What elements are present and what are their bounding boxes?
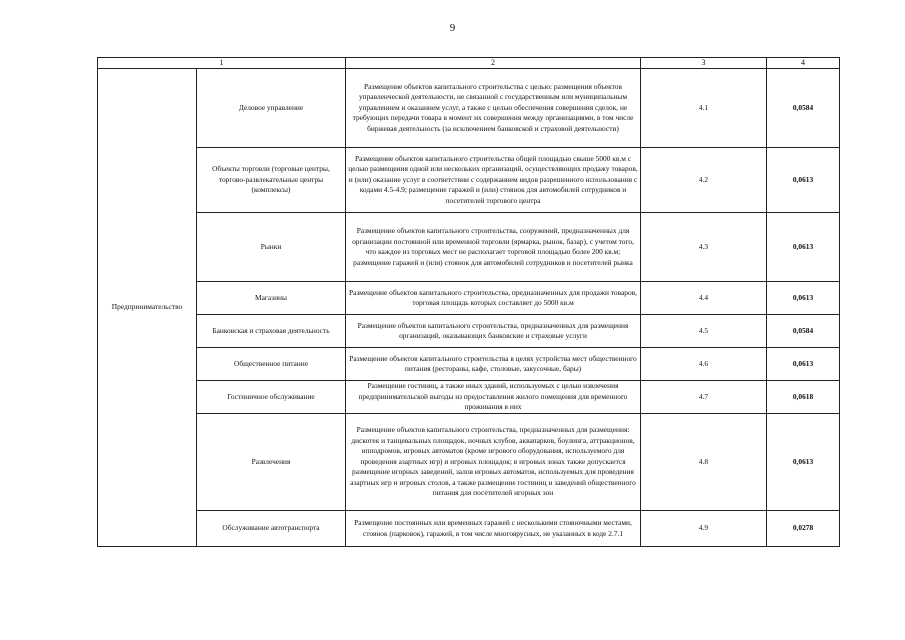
table-row [98, 511, 840, 547]
use-code-cell: 4.6 [641, 348, 767, 381]
use-kind-cell: Рынки [197, 213, 346, 282]
coefficient-cell: 0,0613 [767, 348, 840, 381]
coefficient-cell: 0,0584 [767, 69, 840, 148]
use-code-cell: 4.2 [641, 148, 767, 213]
column-header-2: 2 [346, 58, 641, 69]
coefficient-cell: 0,0278 [767, 511, 840, 547]
column-header-1: 1 [98, 58, 346, 69]
use-kind-cell: Обслуживание автотранспорта [197, 511, 346, 547]
table-row [98, 213, 840, 282]
use-kind-cell: Магазины [197, 282, 346, 315]
use-kind-cell: Общественное питание [197, 348, 346, 381]
coefficient-cell: 0,0613 [767, 213, 840, 282]
column-header-4: 4 [767, 58, 840, 69]
use-description-cell: Размещение объектов капитального строительства, предназначенных для размещения: дискотек и танцевальных площадок, ночных клубов, аквапарков, боулинга, аттракционов, ипподромов, игровых автоматов (кроме игрового оборудования, используемого для проведения азартных игр) и игровых площадок; в игровых зонах также допускается размещение игорных заведений, залов игровых автоматов, используемых для проведения азартных игр и игровых столов, а также размещение гостиниц и заведений общественного питания для посетителей игорных зон [346, 414, 641, 511]
use-description-cell: Размещение объектов капитального строительства с целью: размещения объектов управленческой деятельности, не связанной с государственным или муниципальным управлением и оказанием услуг, а также с целью обеспечения совершения сделок, не требующих передачи товара в момент их совершения между организациями, в том числе биржевая деятельность (за исключением банковской и страховой деятельности) [346, 69, 641, 148]
use-kind-cell: Деловое управление [197, 69, 346, 148]
use-description-cell: Размещение объектов капитального строительства общей площадью свыше 5000 кв.м с целью размещения одной или нескольких организаций, осуществляющих продажу товаров, и (или) оказание услуг в соответствии с содержанием видов разрешенного использования с кодами 4.5-4.9; размещение гаражей и (или) стоянок для автомобилей сотрудников и посетителей торгового центра [346, 148, 641, 213]
use-code-cell: 4.1 [641, 69, 767, 148]
use-description-cell: Размещение гостиниц, а также иных зданий, используемых с целью извлечения предпринимательской выгоды из предоставления жилого помещения для временного проживания в них [346, 381, 641, 414]
table-row [98, 148, 840, 213]
coefficient-cell: 0,0584 [767, 315, 840, 348]
table-row [98, 282, 840, 315]
coefficient-cell: 0,0613 [767, 414, 840, 511]
coefficient-cell: 0,0613 [767, 148, 840, 213]
use-code-cell: 4.3 [641, 213, 767, 282]
use-description-cell: Размещение постоянных или временных гаражей с несколькими стояночными местами, стоянок (парковок), гаражей, в том числе многоярусных, не указанных в коде 2.7.1 [346, 511, 641, 547]
use-kind-cell: Развлечения [197, 414, 346, 511]
page-number: 9 [449, 22, 456, 34]
table-row [98, 414, 840, 511]
use-description-cell: Размещение объектов капитального строительства, сооружений, предназначенных для организации постоянной или временной торговли (ярмарка, рынок, базар), с учетом того, что каждое из торговых мест не располагает торговой площадью более 200 кв.м; размещение гаражей и (или) стоянок для автомобилей сотрудников и посетителей рынка [346, 213, 641, 282]
group-label-cell: Предпринимательство [98, 69, 197, 547]
use-kind-cell: Объекты торговли (торговые центры, торгово-развлекательные центры (комплексы) [197, 148, 346, 213]
use-kind-cell: Банковская и страховая деятельность [197, 315, 346, 348]
table-row [98, 315, 840, 348]
use-description-cell: Размещение объектов капитального строительства, предназначенных для продажи товаров, торговая площадь которых составляет до 5000 кв.м [346, 282, 641, 315]
use-code-cell: 4.4 [641, 282, 767, 315]
coefficient-cell: 0,0618 [767, 381, 840, 414]
use-description-cell: Размещение объектов капитального строительства, предназначенных для размещения организаций, оказывающих банковские и страховые услуги [346, 315, 641, 348]
use-code-cell: 4.8 [641, 414, 767, 511]
use-code-cell: 4.9 [641, 511, 767, 547]
use-description-cell: Размещение объектов капитального строительства в целях устройства мест общественного питания (рестораны, кафе, столовые, закусочные, бары) [346, 348, 641, 381]
use-kind-cell: Гостиничное обслуживание [197, 381, 346, 414]
table-row [98, 69, 840, 148]
table-row [98, 348, 840, 381]
coefficient-cell: 0,0613 [767, 282, 840, 315]
column-number-header-row [98, 58, 840, 69]
land-use-coefficients-table [97, 57, 840, 547]
use-code-cell: 4.7 [641, 381, 767, 414]
column-header-3: 3 [641, 58, 767, 69]
table-row [98, 381, 840, 414]
use-code-cell: 4.5 [641, 315, 767, 348]
